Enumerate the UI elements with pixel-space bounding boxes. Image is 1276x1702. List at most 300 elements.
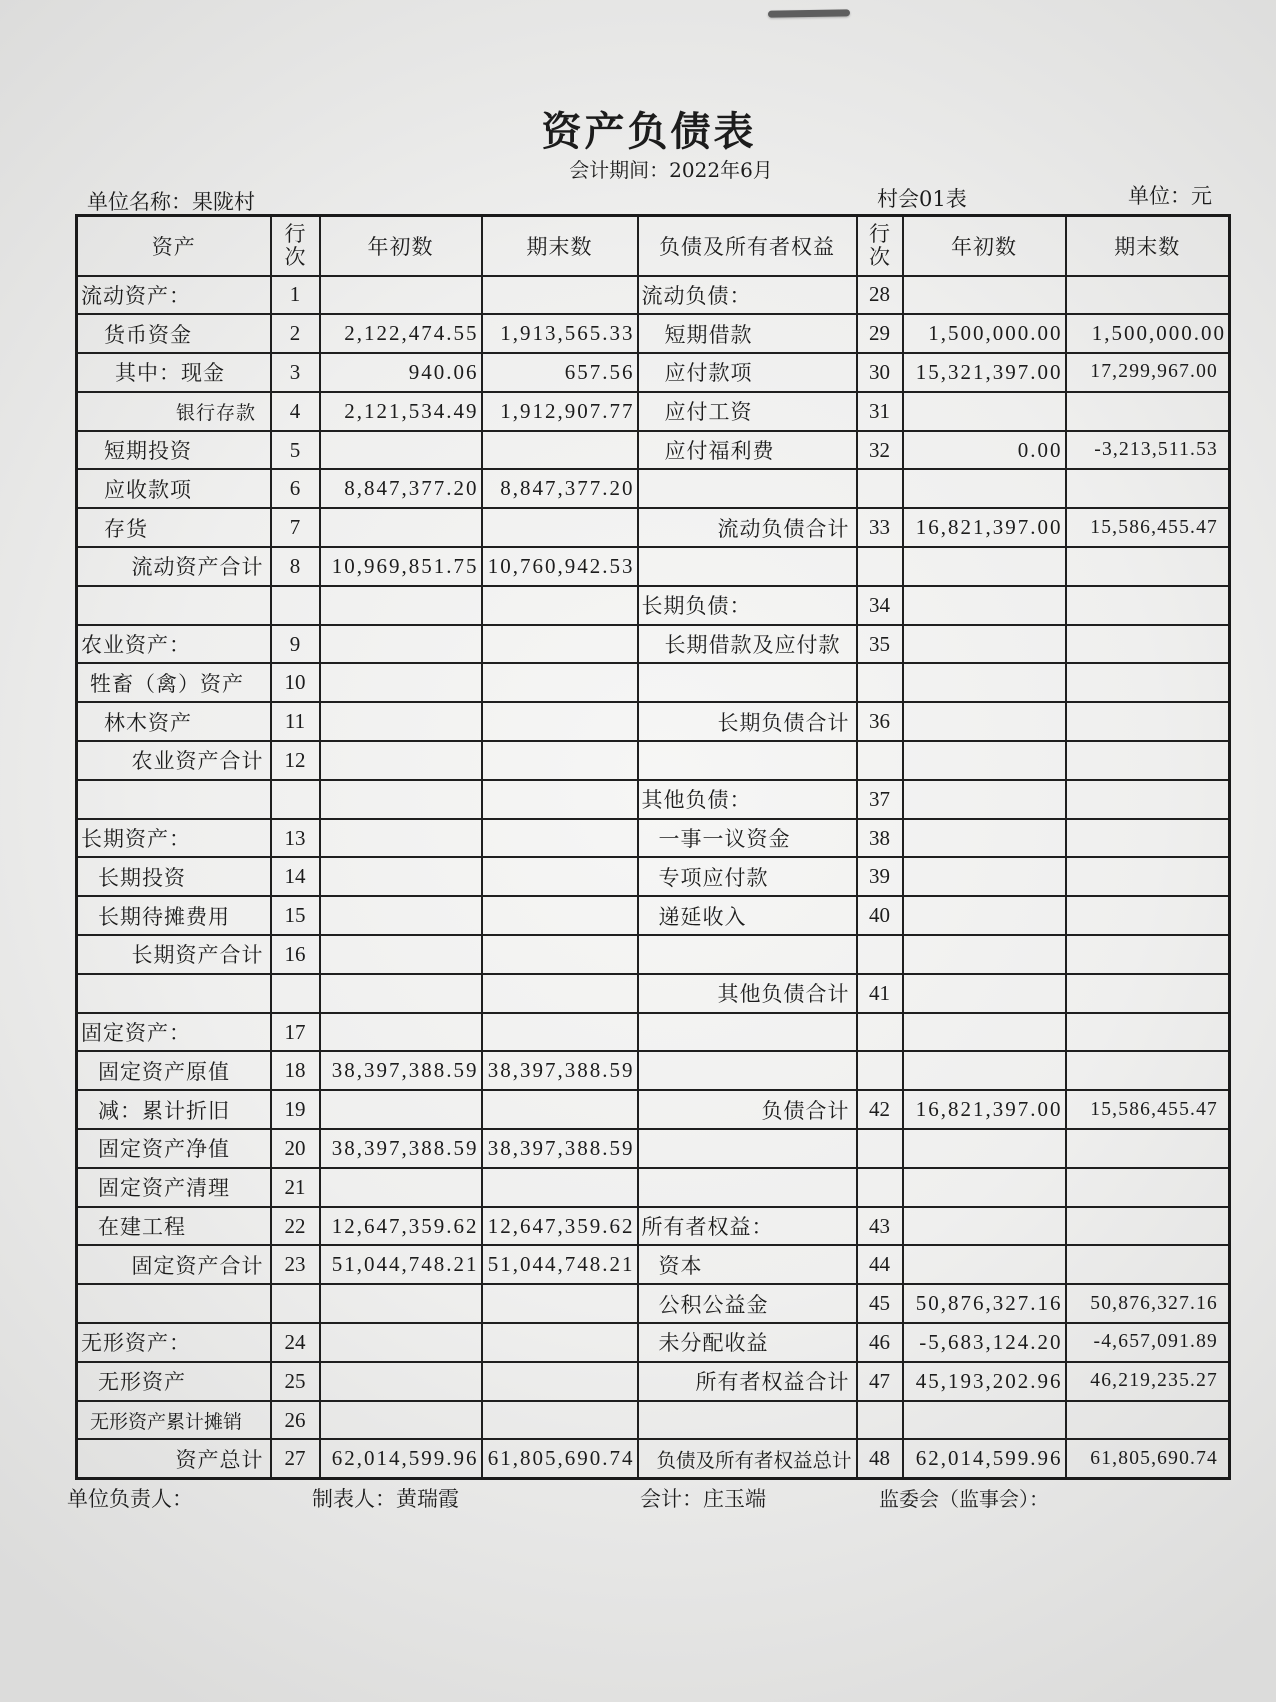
asset-end-value: 657.56	[482, 353, 638, 392]
asset-begin-value	[320, 276, 482, 315]
table-row	[77, 1168, 1230, 1207]
table-row	[77, 780, 1230, 819]
asset-line-no: 19	[271, 1090, 320, 1129]
liability-end-value	[1066, 974, 1230, 1013]
liability-label	[638, 741, 857, 780]
asset-end-value	[482, 857, 638, 896]
asset-label: 无形资产：	[77, 1323, 271, 1362]
liability-line-no	[857, 1129, 903, 1168]
asset-label: 农业资产：	[77, 625, 271, 664]
liability-line-no	[857, 741, 903, 780]
asset-begin-value	[320, 819, 482, 858]
asset-label: 牲畜（禽）资产	[77, 663, 271, 702]
liability-begin-value	[903, 586, 1066, 625]
staple-mark	[768, 9, 850, 17]
liability-end-value	[1066, 663, 1230, 702]
liability-end-value: 1,500,000.00	[1066, 314, 1230, 353]
asset-begin-value: 12,647,359.62	[320, 1207, 482, 1246]
asset-line-no: 17	[271, 1013, 320, 1052]
header-liability-begin: 年初数	[903, 216, 1066, 276]
asset-end-value: 38,397,388.59	[482, 1051, 638, 1090]
liability-end-value	[1066, 1129, 1230, 1168]
liability-end-value	[1066, 896, 1230, 935]
asset-end-value	[482, 974, 638, 1013]
liability-line-no	[857, 1401, 903, 1440]
liability-begin-value	[903, 1013, 1066, 1052]
balance-sheet-table	[75, 214, 1231, 1480]
liability-begin-value	[903, 1168, 1066, 1207]
liability-end-value	[1066, 1401, 1230, 1440]
header-liability-end: 期末数	[1066, 216, 1230, 276]
asset-begin-value	[320, 431, 482, 470]
liability-label: 长期负债：	[638, 586, 857, 625]
liability-label	[638, 1168, 857, 1207]
header-liabilities: 负债及所有者权益	[638, 216, 857, 276]
asset-begin-value	[320, 1323, 482, 1362]
liability-end-value	[1066, 1051, 1230, 1090]
asset-label: 银行存款	[77, 392, 271, 431]
liability-label: 长期负债合计	[638, 702, 857, 741]
asset-begin-value: 2,122,474.55	[320, 314, 482, 353]
asset-line-no: 10	[271, 663, 320, 702]
asset-line-no: 15	[271, 896, 320, 935]
liability-begin-value: 16,821,397.00	[903, 1090, 1066, 1129]
table-row	[77, 353, 1230, 392]
asset-label	[77, 586, 271, 625]
liability-begin-value	[903, 1207, 1066, 1246]
liability-end-value	[1066, 935, 1230, 974]
asset-line-no: 6	[271, 469, 320, 508]
table-row	[77, 431, 1230, 470]
liability-line-no	[857, 1168, 903, 1207]
asset-begin-value: 62,014,599.96	[320, 1439, 482, 1478]
asset-end-value	[482, 780, 638, 819]
table-header	[77, 216, 1230, 276]
liability-begin-value: 0.00	[903, 431, 1066, 470]
asset-line-no: 20	[271, 1129, 320, 1168]
liability-end-value	[1066, 857, 1230, 896]
table-row	[77, 857, 1230, 896]
liability-label: 应付款项	[638, 353, 857, 392]
liability-line-no: 46	[857, 1323, 903, 1362]
asset-line-no: 7	[271, 508, 320, 547]
header-asset-end: 期末数	[482, 216, 638, 276]
asset-end-value: 1,913,565.33	[482, 314, 638, 353]
asset-label: 固定资产原值	[77, 1051, 271, 1090]
asset-end-value	[482, 1013, 638, 1052]
liability-begin-value	[903, 625, 1066, 664]
asset-end-value	[482, 625, 638, 664]
liability-begin-value	[903, 974, 1066, 1013]
liability-line-no: 37	[857, 780, 903, 819]
header-asset-line-no	[271, 216, 320, 276]
liability-begin-value: 50,876,327.16	[903, 1284, 1066, 1323]
asset-line-no: 21	[271, 1168, 320, 1207]
liability-label: 公积公益金	[638, 1284, 857, 1323]
liability-begin-value: 62,014,599.96	[903, 1439, 1066, 1478]
asset-label	[77, 1284, 271, 1323]
liability-label	[638, 1013, 857, 1052]
table-row	[77, 1362, 1230, 1401]
asset-end-value	[482, 819, 638, 858]
asset-label: 长期资产合计	[77, 935, 271, 974]
table-row	[77, 314, 1230, 353]
asset-line-no: 18	[271, 1051, 320, 1090]
liability-label: 长期借款及应付款	[638, 625, 857, 664]
asset-line-no	[271, 586, 320, 625]
asset-label: 长期待摊费用	[77, 896, 271, 935]
asset-begin-value: 38,397,388.59	[320, 1051, 482, 1090]
liability-begin-value	[903, 741, 1066, 780]
liability-label: 所有者权益合计	[638, 1362, 857, 1401]
liability-line-no: 40	[857, 896, 903, 935]
asset-begin-value	[320, 508, 482, 547]
liability-begin-value	[903, 1245, 1066, 1284]
liability-begin-value	[903, 935, 1066, 974]
table-row	[77, 819, 1230, 858]
liability-end-value: 15,586,455.47	[1066, 508, 1230, 547]
asset-begin-value	[320, 780, 482, 819]
liability-line-no: 43	[857, 1207, 903, 1246]
asset-begin-value	[320, 1013, 482, 1052]
table-row	[77, 625, 1230, 664]
liability-begin-value	[903, 547, 1066, 586]
asset-begin-value: 940.06	[320, 353, 482, 392]
asset-end-value	[482, 935, 638, 974]
liability-label: 所有者权益：	[638, 1207, 857, 1246]
asset-line-no	[271, 780, 320, 819]
liability-label	[638, 469, 857, 508]
liability-label: 其他负债：	[638, 780, 857, 819]
liability-line-no: 31	[857, 392, 903, 431]
liability-label: 专项应付款	[638, 857, 857, 896]
liability-begin-value: -5,683,124.20	[903, 1323, 1066, 1362]
liability-line-no	[857, 663, 903, 702]
footer-preparer: 制表人：黄瑞霞	[312, 1487, 459, 1511]
liability-label: 未分配收益	[638, 1323, 857, 1362]
asset-line-no: 24	[271, 1323, 320, 1362]
asset-line-no: 12	[271, 741, 320, 780]
asset-label: 固定资产净值	[77, 1129, 271, 1168]
liability-line-no	[857, 1013, 903, 1052]
asset-end-value: 10,760,942.53	[482, 547, 638, 586]
asset-line-no: 23	[271, 1245, 320, 1284]
asset-line-no: 4	[271, 392, 320, 431]
liability-end-value: -4,657,091.89	[1066, 1323, 1230, 1362]
liability-line-no: 38	[857, 819, 903, 858]
asset-begin-value	[320, 1284, 482, 1323]
asset-begin-value	[320, 896, 482, 935]
table-row	[77, 702, 1230, 741]
table-row	[77, 741, 1230, 780]
asset-label: 农业资产合计	[77, 741, 271, 780]
liability-end-value	[1066, 741, 1230, 780]
form-code: 村会01表	[877, 187, 967, 211]
liability-line-no: 39	[857, 857, 903, 896]
liability-label	[638, 935, 857, 974]
liability-label	[638, 663, 857, 702]
asset-line-no: 2	[271, 314, 320, 353]
asset-begin-value: 10,969,851.75	[320, 547, 482, 586]
table-row	[77, 1245, 1230, 1284]
liability-label: 短期借款	[638, 314, 857, 353]
asset-begin-value	[320, 1168, 482, 1207]
liability-begin-value	[903, 819, 1066, 858]
liability-line-no: 44	[857, 1245, 903, 1284]
table-row	[77, 1284, 1230, 1323]
asset-end-value: 61,805,690.74	[482, 1439, 638, 1478]
asset-label: 林木资产	[77, 702, 271, 741]
liability-label: 负债合计	[638, 1090, 857, 1129]
header-asset-line-no-text: 行次	[284, 221, 306, 269]
table-row	[77, 896, 1230, 935]
liability-end-value	[1066, 1245, 1230, 1284]
asset-end-value	[482, 431, 638, 470]
liability-begin-value: 1,500,000.00	[903, 314, 1066, 353]
asset-end-value	[482, 1284, 638, 1323]
asset-label: 资产总计	[77, 1439, 271, 1478]
asset-label: 长期投资	[77, 857, 271, 896]
asset-label: 流动资产：	[77, 276, 271, 315]
asset-label: 无形资产累计摊销	[77, 1401, 271, 1440]
table-row	[77, 1013, 1230, 1052]
asset-label: 在建工程	[77, 1207, 271, 1246]
liability-line-no: 41	[857, 974, 903, 1013]
asset-begin-value	[320, 663, 482, 702]
table-row	[77, 547, 1230, 586]
asset-label	[77, 974, 271, 1013]
liability-line-no: 29	[857, 314, 903, 353]
liability-label: 应付工资	[638, 392, 857, 431]
unit-name: 单位名称：果陇村	[87, 190, 255, 214]
asset-end-value	[482, 1168, 638, 1207]
asset-label	[77, 780, 271, 819]
asset-end-value: 1,912,907.77	[482, 392, 638, 431]
liability-begin-value	[903, 1051, 1066, 1090]
liability-line-no: 33	[857, 508, 903, 547]
liability-end-value	[1066, 702, 1230, 741]
liability-end-value	[1066, 1207, 1230, 1246]
asset-begin-value: 2,121,534.49	[320, 392, 482, 431]
liability-begin-value	[903, 469, 1066, 508]
liability-begin-value	[903, 780, 1066, 819]
liability-end-value	[1066, 1168, 1230, 1207]
liability-end-value: 15,586,455.47	[1066, 1090, 1230, 1129]
table-row	[77, 392, 1230, 431]
currency-unit: 单位：元	[1128, 184, 1212, 208]
asset-label: 应收款项	[77, 469, 271, 508]
header-row	[77, 216, 1230, 276]
table-row	[77, 1401, 1230, 1440]
asset-line-no: 13	[271, 819, 320, 858]
accounting-period: 会计期间：2022年6月	[569, 158, 773, 182]
liability-end-value: 61,805,690.74	[1066, 1439, 1230, 1478]
liability-begin-value	[903, 392, 1066, 431]
liability-begin-value	[903, 276, 1066, 315]
asset-line-no: 25	[271, 1362, 320, 1401]
asset-end-value	[482, 1323, 638, 1362]
liability-end-value	[1066, 819, 1230, 858]
asset-line-no: 22	[271, 1207, 320, 1246]
liability-begin-value: 16,821,397.00	[903, 508, 1066, 547]
footer-supervisory: 监委会（监事会）：	[879, 1487, 1049, 1511]
table-row	[77, 1207, 1230, 1246]
liability-begin-value	[903, 896, 1066, 935]
liability-label: 流动负债：	[638, 276, 857, 315]
table-row	[77, 1439, 1230, 1478]
liability-label	[638, 547, 857, 586]
liability-label: 资本	[638, 1245, 857, 1284]
footer-unit-head: 单位负责人：	[67, 1487, 193, 1511]
liability-label	[638, 1129, 857, 1168]
footer-accountant: 会计：庄玉端	[640, 1487, 766, 1511]
asset-end-value: 38,397,388.59	[482, 1129, 638, 1168]
liability-line-no	[857, 547, 903, 586]
table-row	[77, 663, 1230, 702]
asset-begin-value	[320, 1401, 482, 1440]
asset-label: 货币资金	[77, 314, 271, 353]
asset-end-value	[482, 702, 638, 741]
asset-end-value: 12,647,359.62	[482, 1207, 638, 1246]
header-assets: 资产	[77, 216, 271, 276]
asset-label: 其中：现金	[77, 353, 271, 392]
asset-begin-value	[320, 857, 482, 896]
header-liability-line-no	[857, 216, 903, 276]
asset-end-value: 8,847,377.20	[482, 469, 638, 508]
asset-label: 存货	[77, 508, 271, 547]
liability-label: 负债及所有者权益总计	[638, 1439, 857, 1478]
liability-end-value	[1066, 276, 1230, 315]
liability-end-value	[1066, 1013, 1230, 1052]
table-row	[77, 1323, 1230, 1362]
liability-end-value: 50,876,327.16	[1066, 1284, 1230, 1323]
table-row	[77, 586, 1230, 625]
asset-end-value	[482, 663, 638, 702]
liability-label: 一事一议资金	[638, 819, 857, 858]
asset-begin-value	[320, 702, 482, 741]
asset-label: 无形资产	[77, 1362, 271, 1401]
liability-label	[638, 1401, 857, 1440]
liability-begin-value: 45,193,202.96	[903, 1362, 1066, 1401]
liability-end-value	[1066, 780, 1230, 819]
page-title: 资产负债表	[541, 108, 757, 155]
liability-line-no: 32	[857, 431, 903, 470]
asset-line-no: 26	[271, 1401, 320, 1440]
asset-label: 固定资产合计	[77, 1245, 271, 1284]
liability-line-no: 47	[857, 1362, 903, 1401]
liability-end-value: -3,213,511.53	[1066, 431, 1230, 470]
header-asset-begin: 年初数	[320, 216, 482, 276]
asset-end-value	[482, 896, 638, 935]
liability-begin-value: 15,321,397.00	[903, 353, 1066, 392]
liability-end-value: 17,299,967.00	[1066, 353, 1230, 392]
liability-begin-value	[903, 702, 1066, 741]
asset-line-no: 14	[271, 857, 320, 896]
liability-line-no: 28	[857, 276, 903, 315]
asset-end-value	[482, 1362, 638, 1401]
asset-line-no: 11	[271, 702, 320, 741]
liability-label: 其他负债合计	[638, 974, 857, 1013]
asset-label: 减：累计折旧	[77, 1090, 271, 1129]
asset-line-no: 8	[271, 547, 320, 586]
liability-begin-value	[903, 857, 1066, 896]
asset-line-no	[271, 1284, 320, 1323]
liability-label	[638, 1051, 857, 1090]
asset-line-no: 9	[271, 625, 320, 664]
table-row	[77, 935, 1230, 974]
liability-end-value	[1066, 586, 1230, 625]
liability-begin-value	[903, 1129, 1066, 1168]
asset-end-value	[482, 1090, 638, 1129]
liability-label: 应付福利费	[638, 431, 857, 470]
liability-label: 流动负债合计	[638, 508, 857, 547]
table-row	[77, 1090, 1230, 1129]
asset-line-no: 16	[271, 935, 320, 974]
liability-line-no: 30	[857, 353, 903, 392]
asset-end-value	[482, 276, 638, 315]
asset-end-value	[482, 508, 638, 547]
liability-line-no: 48	[857, 1439, 903, 1478]
table-row	[77, 1051, 1230, 1090]
liability-line-no: 45	[857, 1284, 903, 1323]
asset-begin-value	[320, 1362, 482, 1401]
asset-line-no: 5	[271, 431, 320, 470]
liability-end-value	[1066, 625, 1230, 664]
header-liability-line-no-text: 行次	[868, 221, 890, 269]
table-row	[77, 276, 1230, 315]
liability-begin-value	[903, 1401, 1066, 1440]
asset-line-no: 3	[271, 353, 320, 392]
liability-end-value	[1066, 392, 1230, 431]
liability-end-value	[1066, 469, 1230, 508]
asset-end-value	[482, 586, 638, 625]
asset-end-value: 51,044,748.21	[482, 1245, 638, 1284]
liability-begin-value	[903, 663, 1066, 702]
table-row	[77, 508, 1230, 547]
asset-end-value	[482, 741, 638, 780]
liability-line-no	[857, 935, 903, 974]
table-row	[77, 1129, 1230, 1168]
liability-line-no	[857, 1051, 903, 1090]
liability-line-no: 35	[857, 625, 903, 664]
asset-begin-value	[320, 1090, 482, 1129]
liability-line-no	[857, 469, 903, 508]
asset-line-no	[271, 974, 320, 1013]
table-body	[77, 276, 1230, 1479]
asset-label: 短期投资	[77, 431, 271, 470]
liability-line-no: 42	[857, 1090, 903, 1129]
liability-end-value: 46,219,235.27	[1066, 1362, 1230, 1401]
asset-begin-value	[320, 974, 482, 1013]
asset-begin-value: 51,044,748.21	[320, 1245, 482, 1284]
asset-begin-value	[320, 586, 482, 625]
asset-label: 固定资产清理	[77, 1168, 271, 1207]
asset-label: 长期资产：	[77, 819, 271, 858]
asset-label: 固定资产：	[77, 1013, 271, 1052]
asset-begin-value: 38,397,388.59	[320, 1129, 482, 1168]
asset-begin-value	[320, 935, 482, 974]
table-row	[77, 974, 1230, 1013]
liability-line-no: 34	[857, 586, 903, 625]
asset-begin-value: 8,847,377.20	[320, 469, 482, 508]
liability-end-value	[1066, 547, 1230, 586]
asset-begin-value	[320, 741, 482, 780]
asset-line-no: 27	[271, 1439, 320, 1478]
table-row	[77, 469, 1230, 508]
asset-end-value	[482, 1401, 638, 1440]
liability-label: 递延收入	[638, 896, 857, 935]
liability-line-no: 36	[857, 702, 903, 741]
